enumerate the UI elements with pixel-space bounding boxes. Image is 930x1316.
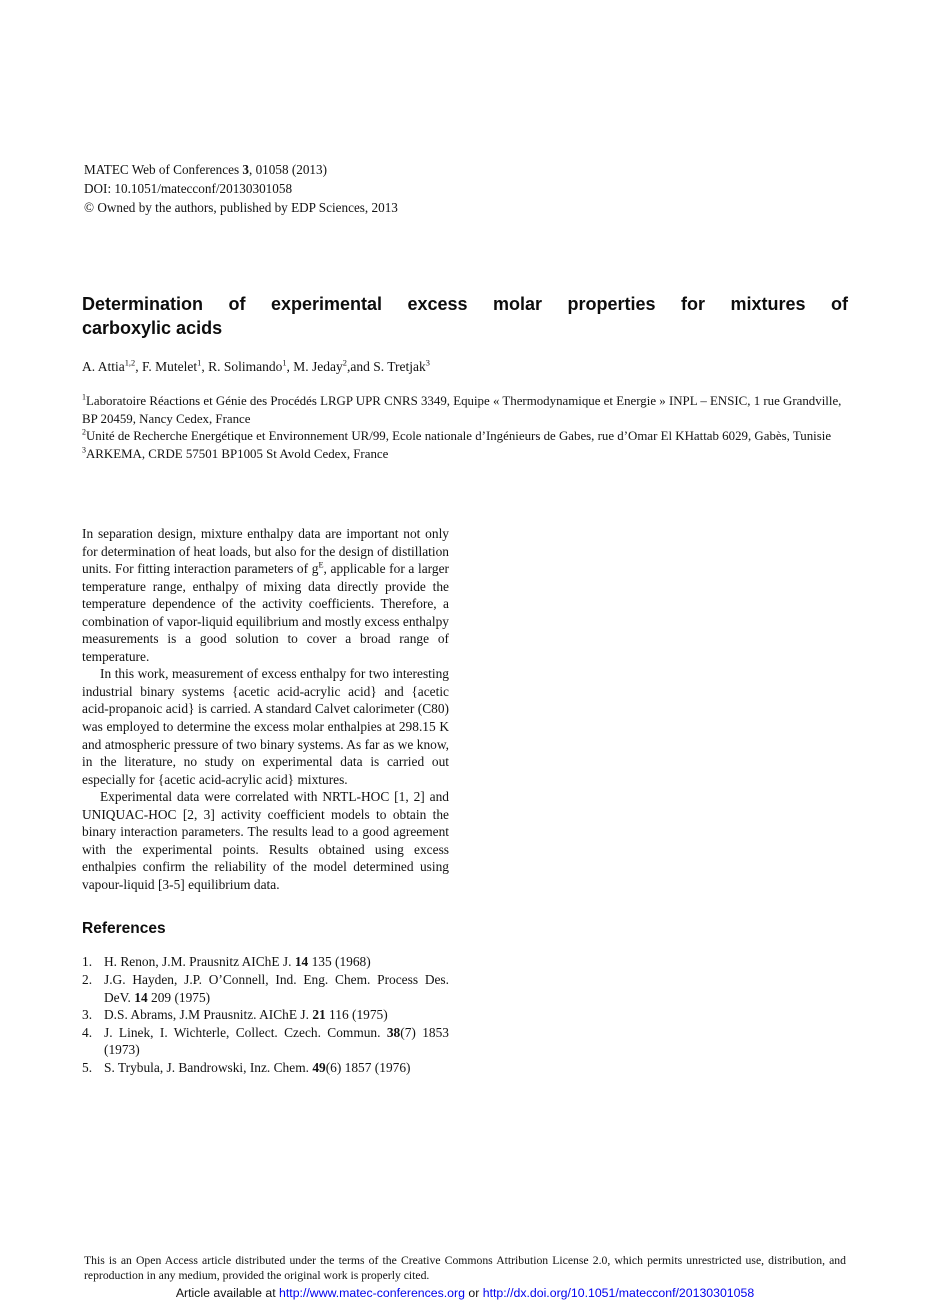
reference-number: 1. [82, 954, 93, 970]
reference-number: 2. [82, 972, 93, 988]
superscript-E: E [318, 560, 324, 570]
reference-volume: 49 [312, 1059, 326, 1075]
journal-issue: , 01058 (2013) [248, 162, 327, 177]
paragraph-intro: In separation design, mixture enthalpy data are important not only for determination of heat loads, but also for the design of distillation units. For fitting interaction parameters of $g^E$, applicable for a larger temperature range, enthalpy of mixing data directly provide the temperature dependence of the activity coefficients. Therefore, a combination of vapor-liquid equilibrium and mostly excess enthalpy measurements is a good solution to cover a broad range of temperature. [82, 526, 449, 664]
journal-line [84, 160, 398, 179]
doi-link[interactable]: http://dx.doi.org/10.1051/matecconf/20130301058 [482, 1286, 755, 1300]
reference-volume: 14 [134, 989, 148, 1005]
reference-number: 3. [82, 1007, 93, 1023]
author-superscript: 3 [425, 358, 430, 368]
author: F. Mutelet$^1$, [141, 358, 209, 374]
affiliation-text: ARKEMA, CRDE 57501 BP1005 St Avold Cedex, France [86, 446, 389, 461]
reference-number: 5. [82, 1059, 93, 1075]
reference-item: 1. H. Renon, J.M. Prausnitz AIChE J. 14 135 (1968) [82, 954, 371, 970]
availability-or: or [464, 1286, 483, 1300]
article-body [82, 525, 449, 1076]
author: M. Jeday$^2$,and [293, 358, 374, 374]
paragraph-this-work: In this work, measurement of excess enthalpy for two interesting industrial binary systems {acetic acid-acrylic acid} and {acetic acid-propanoic acid} is carried. A standard Calvet calorimeter (C80) was employed to determine the excess molar enthalpies at 298.15 K and atmospheric pressure of two binary systems. As far as we know, in the literature, no study on experimental data is carried out especially for {acetic acid-acrylic acid} mixtures. [82, 666, 449, 787]
author: R. Solimando$^1$, [208, 358, 294, 374]
affiliation [82, 428, 845, 446]
author-superscript: 2 [342, 358, 347, 368]
article-title-line1: Determination of experimental excess molar properties for mixtures of [82, 294, 848, 314]
affiliation-superscript: 2 [82, 427, 86, 437]
copyright-line: © Owned by the authors, published by EDP Sciences, 2013 [84, 200, 398, 215]
availability-line [0, 1286, 930, 1300]
affiliation-superscript: 3 [82, 445, 86, 455]
reference-number: 4. [82, 1024, 93, 1040]
author: S. Tretjak$^3$ [373, 358, 430, 374]
references-list [82, 953, 449, 1076]
reference-item: 5. S. Trybula, J. Bandrowski, Inz. Chem. 49(6) 1857 (1976) [82, 1059, 411, 1075]
reference-item: 2. J.G. Hayden, J.P. O’Connell, Ind. Eng. Chem. Process Des. DeV. 14 209 (1975) [82, 972, 449, 1005]
paragraph-correlation: Experimental data were correlated with NRTL-HOC [1, 2] and UNIQUAC-HOC [2, 3] activity coefficient models to obtain the binary interaction parameters. The results lead to a good agreement with the experimental points. Results obtained using excess enthalpies confirm the reliability of the model determined using vapour-liquid [3-5] equilibrium data. [82, 789, 449, 892]
reference-volume: 14 [294, 954, 309, 970]
references-heading: References [82, 920, 166, 938]
matec-conferences-link[interactable]: http://www.matec-conferences.org [279, 1286, 465, 1300]
doi-line: DOI: 10.1051/matecconf/20130301058 [84, 181, 293, 196]
affiliations [82, 393, 845, 463]
license-text: This is an Open Access article distributed under the terms of the Creative Commons Attribution License 2.0, which permits unrestricted use, distribution, and reproduction in any medium, provided the original work is properly cited. [84, 1254, 846, 1283]
affiliation [82, 393, 845, 428]
affiliation-text: Unité de Recherche Energétique et Environnement UR/99, Ecole nationale d’Ingénieurs de Gabes, rue d’Omar El KHattab 6029, Gabès, Tunisie [86, 429, 832, 444]
author-superscript: 1 [197, 358, 202, 368]
reference-item: 4. J. Linek, I. Wichterle, Collect. Czech. Commun. 38(7) 1853 (1973) [82, 1024, 449, 1058]
article-title [82, 293, 848, 340]
author-superscript: 1 [282, 358, 287, 368]
affiliation-text: Laboratoire Réactions et Génie des Procédés LRGP UPR CNRS 3349, Equipe « Thermodynamique et Energie » INPL – ENSIC, 1 rue Grandville, BP 20459, Nancy Cedex, France [82, 394, 842, 426]
author: A. Attia$^{1,2}$, [82, 358, 142, 374]
authors-line [82, 359, 430, 375]
reference-volume: 21 [312, 1007, 326, 1023]
reference-volume: 38 [386, 1024, 401, 1040]
article-title-line2: carboxylic acids [82, 317, 223, 338]
journal-name: MATEC Web of Conferences [84, 162, 243, 177]
availability-prefix: Article available at [175, 1286, 280, 1300]
publication-header [84, 160, 398, 217]
reference-item: 3. D.S. Abrams, J.M Prausnitz. AIChE J. 21 116 (1975) [82, 1007, 388, 1023]
author-superscript: 1,2 [124, 358, 136, 368]
affiliation [82, 446, 845, 464]
affiliation-superscript: 1 [82, 392, 86, 402]
journal-volume: 3 [242, 162, 249, 177]
